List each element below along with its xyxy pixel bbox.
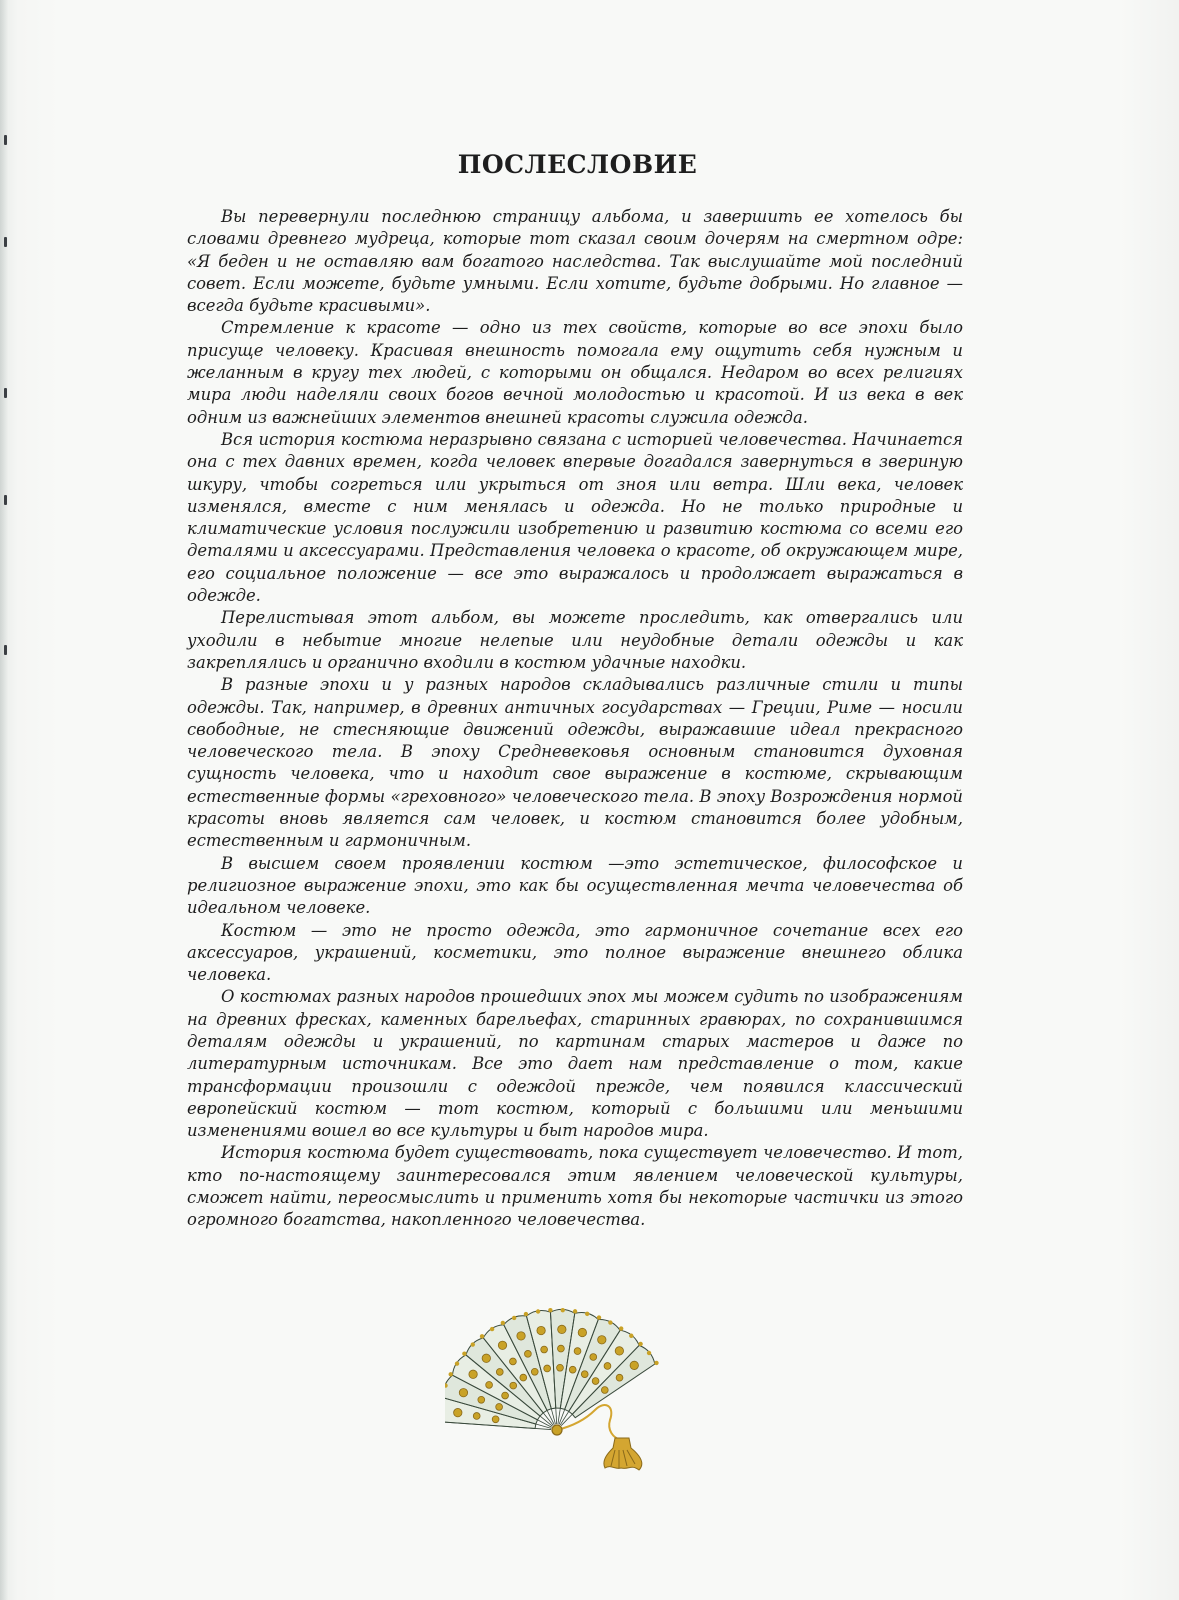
fan-rim-bead xyxy=(629,1334,633,1338)
paragraph: В высшем своем проявлении костюм —это эстетическое, философское и религиозное выражение эпохи, это как бы осуществленная мечта человечества об идеальном человеке. xyxy=(187,853,963,918)
fan-rim-bead xyxy=(449,1372,453,1376)
paragraph: Вы перевернули последнюю страницу альбома, и завершить ее хотелось бы словами древнего мудреца, которые тот сказал своим дочерям на смертном одре: «Я беден и не оставляю вам богатого наследства. Так выслушайте мой последний совет. Если можете, будьте умными. Если хотите, будьте добрыми. Но главное — всегда будьте красивыми». xyxy=(187,207,963,316)
fan-rim-bead xyxy=(455,1361,459,1365)
fan-ornament xyxy=(598,1336,606,1344)
fan-pivot xyxy=(552,1425,562,1435)
fan-ornament xyxy=(492,1416,499,1423)
fan-rim-bead xyxy=(654,1361,658,1365)
fan-ornament xyxy=(496,1404,503,1411)
fan-ornament xyxy=(531,1368,538,1375)
fan-ornament xyxy=(630,1361,638,1369)
folding-fan-icon xyxy=(445,1288,670,1473)
fan-rim-bead xyxy=(585,1312,589,1316)
binding-mark xyxy=(4,495,7,505)
fan-ornament xyxy=(510,1382,517,1389)
fan-ornament xyxy=(509,1358,516,1365)
fan-rim-bead xyxy=(647,1351,651,1355)
fan-ornament xyxy=(541,1346,548,1353)
fan-ornament xyxy=(558,1325,566,1333)
fan-ornament xyxy=(604,1363,611,1370)
fan-ornament xyxy=(590,1354,597,1361)
page-title: ПОСЛЕСЛОВИЕ xyxy=(457,150,698,179)
fan-ornament xyxy=(454,1408,462,1416)
paragraph: История костюма будет существовать, пока существует человечество. И тот, кто по-настоящему заинтересовался этим явлением человеческой культуры, сможет найти, переосмыслить и применить хотя бы некоторые частички из этого огромного богатства, накопленного человечества. xyxy=(187,1143,963,1230)
fan-ornament xyxy=(569,1366,576,1373)
fan-leaves xyxy=(445,1308,659,1430)
fan-rim-bead xyxy=(490,1327,494,1331)
binding-mark xyxy=(4,237,7,247)
binding-mark xyxy=(4,388,7,398)
fan-ornament xyxy=(502,1392,509,1399)
fan-rim-bead xyxy=(548,1308,552,1312)
fan-rim-bead xyxy=(597,1315,601,1319)
fan-rim-bead xyxy=(462,1351,466,1355)
fan-rim-bead xyxy=(573,1309,577,1313)
fan-rim-bead xyxy=(638,1342,642,1346)
fan-ornament xyxy=(537,1326,545,1334)
fan-rim-bead xyxy=(480,1334,484,1338)
fan-tassel xyxy=(557,1405,642,1470)
fan-rim-bead xyxy=(561,1308,565,1312)
fan-ornament xyxy=(482,1354,490,1362)
paragraph: Перелистывая этот альбом, вы можете проследить, как отвергались или уходили в небытие многие нелепые или неудобные детали одежды и как закреплялись и органично входили в костюм удачные находки. xyxy=(187,608,963,672)
fan-rim-bead xyxy=(512,1316,516,1320)
fan-ornament xyxy=(615,1347,623,1355)
fan-ornament xyxy=(478,1396,485,1403)
fan-ornament xyxy=(578,1328,586,1336)
fan-rim-bead xyxy=(471,1342,475,1346)
fan-ornament xyxy=(574,1348,581,1355)
paragraph: Костюм — это не просто одежда, это гармоничное сочетание всех его аксессуаров, украшений, косметики, это полное выражение внешнего облика человека. xyxy=(187,920,963,985)
fan-ornament xyxy=(520,1374,527,1381)
binding-mark xyxy=(4,135,7,145)
fan-rim-bead xyxy=(536,1309,540,1313)
fan-ornament xyxy=(486,1382,493,1389)
afterword-body xyxy=(187,206,963,1232)
fan-ornament xyxy=(496,1369,503,1376)
fan-ornament xyxy=(469,1370,477,1378)
fan-ornament xyxy=(616,1374,623,1381)
fan-ornament xyxy=(524,1350,531,1357)
fan-rim-bead xyxy=(501,1321,505,1325)
paragraph: Вся история костюма неразрывно связана с историей человечества. Начинается она с тех давних времен, когда человек впервые догадался завернуться в звериную шкуру, чтобы согреться или укрыться от зноя или ветра. Шли века, человек изменялся, вместе с ним менялась и одежда. Но не только природные и климатические условия послужили изобретению и развитию костюма со всеми его деталями и аксессуарами. Представления человека о красоте, об окружающем мире, его социальное положение — все это выражалось и продолжает выражаться в одежде. xyxy=(187,429,963,606)
fan-rim-bead xyxy=(608,1320,612,1324)
fan-rim-bead xyxy=(524,1312,528,1316)
fan-ornament xyxy=(544,1365,551,1372)
fan-ornament xyxy=(459,1388,467,1396)
fan-ornament xyxy=(601,1387,608,1394)
fan-ornament xyxy=(473,1413,480,1420)
fan-ornament xyxy=(581,1371,588,1378)
fan-rim-bead xyxy=(619,1326,623,1330)
paragraph: О костюмах разных народов прошедших эпох мы можем судить по изображениям на древних фресках, каменных барельефах, старинных гравюрах, по сохранившимся деталям одежды и украшений, по картинам старых мастеров и даже по литературным источникам. Все это дает нам представление о том, какие трансформации произошли с одеждой прежде, чем появился классический европейский костюм — тот костюм, который с большими или меньшими изменениями вошел во все культуры и быт народов мира. xyxy=(187,987,963,1141)
fan-ornament xyxy=(517,1332,525,1340)
paragraph: Стремление к красоте — одно из тех свойств, которые во все эпохи было присуще человеку. Красивая внешность помогала ему ощутить себя нужным и желанным в кругу тех людей, с которыми он общался. Недаром во всех религиях мира люди наделяли своих богов вечной молодостью и красотой. И из века в век одним из важнейших элементов внешней красоты служила одежда. xyxy=(187,318,963,427)
binding-mark xyxy=(4,645,7,655)
fan-ornament xyxy=(498,1341,506,1349)
fan-ornament xyxy=(557,1364,564,1371)
fan-ornament xyxy=(558,1345,565,1352)
paragraph: В разные эпохи и у разных народов складывались различные стили и типы одежды. Так, например, в древних античных государствах — Греции, Риме — носили свободные, не стесняющие движений одежды, выражавшие идеал прекрасного человеческого тела. В эпоху Средневековья основным становится духовная сущность человека, что и находит свое выражение в костюме, скрывающим естественные формы «греховного» человеческого тела. В эпоху Возрождения нормой красоты вновь является сам человек, и костюм становится более удобным, естественным и гармоничным. xyxy=(187,675,963,851)
page-spine-edge xyxy=(0,0,8,1600)
fan-ornament xyxy=(592,1378,599,1385)
